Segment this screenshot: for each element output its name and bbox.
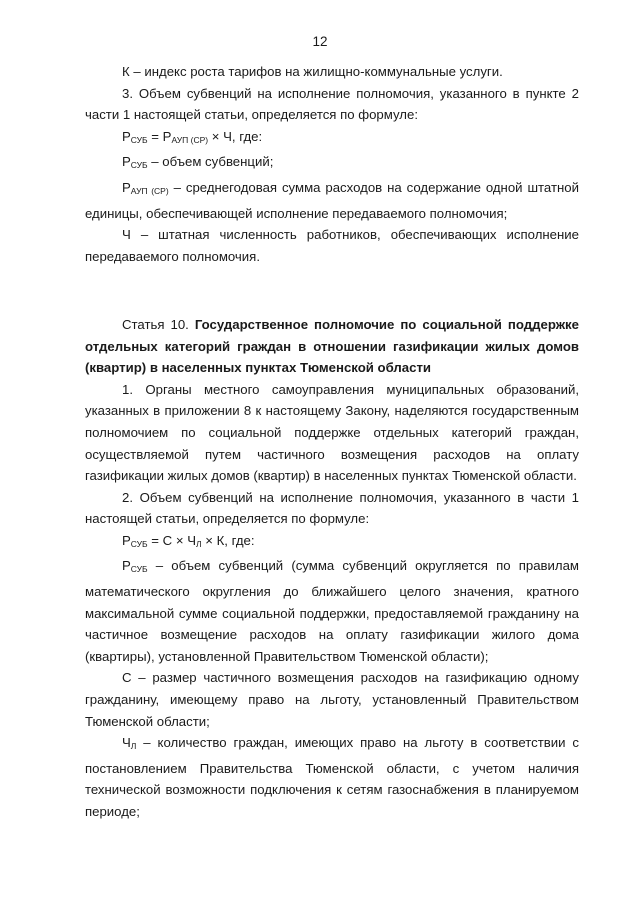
formula-2-rest: × К, где: — [201, 532, 255, 548]
formula-1-eq: = Р — [147, 128, 172, 144]
definition-p-sub — [85, 151, 579, 177]
formula-1-rest: × Ч, где: — [208, 128, 263, 144]
definition-subscript: Л — [130, 741, 137, 752]
article-title: Государственное полномочие по социальной поддержке отдельных категорий граждан в отношении газификации жилых домов (квартир) в населенных пунктах Тюменской области — [85, 316, 579, 376]
paragraph-subvention-3: 3. Объем субвенций на исполнение полномочия, указанного в пункте 2 части 1 настоящей статьи, определяется по формуле: — [85, 85, 579, 123]
spacer — [85, 292, 579, 314]
formula-2-lhs-subscript: СУБ — [130, 538, 148, 549]
formula-2-eq: = С × Ч — [147, 532, 197, 548]
article-label: Статья 10. — [122, 316, 195, 332]
definition-headcount: Ч – штатная численность работников, обеспечивающих исполнение передаваемого полномочия. — [85, 227, 579, 264]
definition-ch-l — [85, 732, 579, 822]
definition-symbol: Ч — [122, 735, 131, 751]
definition-p-aup — [85, 177, 579, 224]
definition-subscript: СУБ — [130, 160, 148, 171]
spacer — [85, 267, 579, 292]
definition-text: – количество граждан, имеющих право на льготу в соответствии с постановлением Правительства Тюменской области, с учетом наличия технической возможности подключения к сетям газоснабжения в планируемом периоде; — [85, 735, 579, 819]
formula-2-mid-subscript: Л — [196, 538, 202, 549]
definition-c: С – размер частичного возмещения расходов на газификацию одному гражданину, имеющему право на льготу, установленный Правительством Тюменской области; — [85, 670, 579, 729]
formula-2-lhs: Р — [122, 532, 131, 548]
paragraph-tariff-index: К – индекс роста тарифов на жилищно-коммунальные услуги. — [122, 64, 503, 79]
definition-symbol: Р — [122, 154, 131, 170]
definition-symbol: Р — [122, 179, 131, 195]
definition-text: – объем субвенций (сумма субвенций округляется по правилам математического округления до ближайшего целого значения, кратного максимальной сумме социальной поддержки, предоставляемой гражданину на частичное возмещение расходов на оплату газификации жилого дома (квартиры), установленной Правительством Тюменской области); — [85, 558, 579, 664]
article-10-heading — [85, 314, 579, 379]
definition-subscript: СУБ — [130, 564, 148, 575]
formula-1-rhs-subscript: АУП (СР) — [171, 134, 209, 145]
definition-p-sub-2 — [85, 555, 579, 667]
formula-1-lhs: Р — [122, 128, 131, 144]
article-10-part-1: 1. Органы местного самоуправления муниципальных образований, указанных в приложении 8 к настоящему Закону, наделяются государственным полномочием по социальной поддержке отдельных категорий граждан, осуществляемой путем частичного возмещения расходов на оплату газификации жилых домов (квартир) в населенных пунктах Тюменской области. — [85, 381, 579, 484]
formula-1 — [85, 126, 579, 152]
definition-symbol: Р — [122, 558, 131, 574]
definition-text: – среднегодовая сумма расходов на содержание одной штатной единицы, обеспечивающей исполнение передаваемого полномочия; — [85, 179, 579, 221]
page-number: 12 — [312, 34, 328, 49]
definition-subscript: АУП (СР) — [130, 185, 169, 196]
document-body — [85, 61, 579, 823]
formula-2 — [85, 530, 579, 556]
article-10-part-2: 2. Объем субвенций на исполнение полномочия, указанного в части 1 настоящей статьи, определяется по формуле: — [85, 489, 579, 527]
definition-text: – объем субвенций; — [147, 154, 274, 170]
formula-1-lhs-subscript: СУБ — [130, 134, 148, 145]
